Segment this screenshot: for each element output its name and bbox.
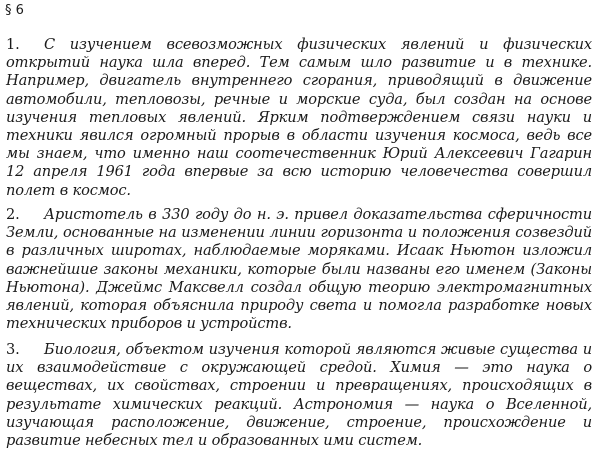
paragraph-number: 3. bbox=[6, 341, 20, 358]
paragraph-text: С изучением всевозможных физических явлений и физических открытий наука шла вперед. Тем самым шло развитие и в технике. Например, двигатель внутреннего сгорания, приводящий в движение автомобили, тепловозы, речные и морские суда, был создан на основе изучения тепловых явлений. Ярким подтверждением связи науки и техники явился огромный прорыв в области изучения космоса, ведь все мы знаем, что именно наш соотечественник Юрий Алексеевич Гагарин 12 апреля 1961 года впервые за всю историю человечества совершил полет в космос. bbox=[6, 36, 592, 199]
paragraph-text: Биология, объектом изучения которой являются живые существа и их взаимодействие с окружающей средой. Химия — это наука о веществах, их свойствах, строении и превращениях, происходящих в результате химических реакций. Астрономия — наука о Вселенной, изучающая расположение, движение, строение, происхождение и развитие небесных тел и образованных ими систем. bbox=[6, 341, 592, 450]
paragraph-1 bbox=[6, 36, 592, 200]
paragraph-number: 2. bbox=[6, 206, 20, 223]
paragraph-2 bbox=[6, 206, 592, 333]
paragraph-number: 1. bbox=[6, 36, 20, 53]
section-heading: § 6 bbox=[5, 3, 24, 18]
paragraph-text: Аристотель в 330 году до н. э. привел доказательства сферичности Земли, основанные на изменении линии горизонта и положения созвездий в различных широтах, наблюдаемые моряками. Исаак Ньютон изложил важнейшие законы механики, которые были названы его именем (Законы Ньютона). Джеймс Максвелл создал общую теорию электромагнитных явлений, которая объяснила природу света и помогла разработке новых технических приборов и устройств. bbox=[6, 206, 592, 333]
paragraph-3 bbox=[6, 341, 592, 450]
